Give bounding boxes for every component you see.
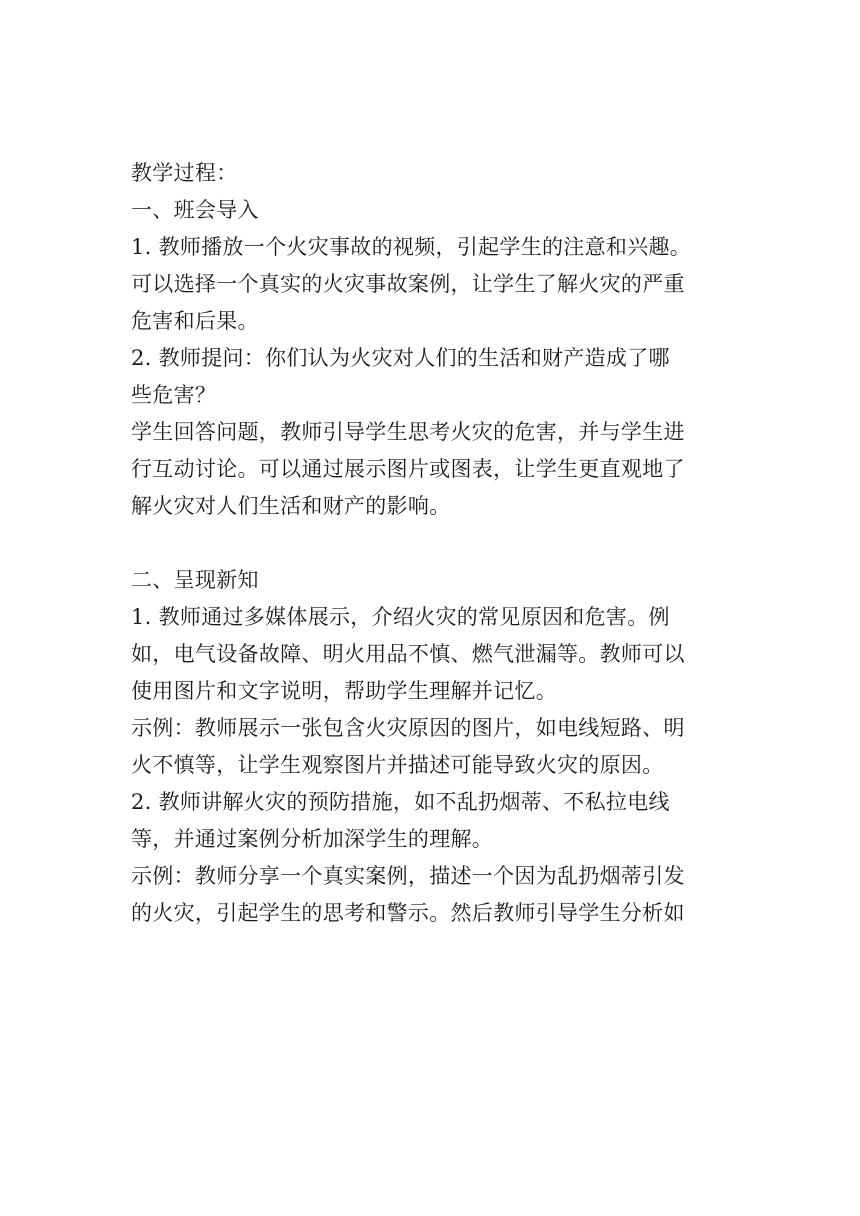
text-line: 2. 教师提问：你们认为火灾对人们的生活和财产造成了哪 <box>131 346 670 370</box>
section-2-item-1 <box>131 599 731 710</box>
text-line: 行互动讨论。可以通过展示图片或图表，让学生更直观地了 <box>131 457 685 481</box>
document-body <box>131 155 731 932</box>
text-line: 如，电气设备故障、明火用品不慎、燃气泄漏等。教师可以 <box>131 642 685 666</box>
section-1-item-1 <box>131 229 731 340</box>
text-line: 危害和后果。 <box>131 309 259 333</box>
text-line: 火不慎等，让学生观察图片并描述可能导致火灾的原因。 <box>131 753 664 777</box>
section-2-item-2 <box>131 784 731 858</box>
text-line: 1. 教师播放一个火灾事故的视频，引起学生的注意和兴趣。 <box>131 235 692 259</box>
text-line: 学生回答问题，教师引导学生思考火灾的危害，并与学生进 <box>131 420 685 444</box>
text-line: 使用图片和文字说明，帮助学生理解并记忆。 <box>131 679 557 703</box>
blank-line <box>131 525 731 562</box>
text-line: 解火灾对人们生活和财产的影响。 <box>131 494 451 518</box>
section-1-title: 一、班会导入 <box>131 198 259 222</box>
section-1-answer <box>131 414 731 525</box>
text-line: 2. 教师讲解火灾的预防措施，如不乱扔烟蒂、不私拉电线 <box>131 790 670 814</box>
text-line: 可以选择一个真实的火灾事故案例，让学生了解火灾的严重 <box>131 272 685 296</box>
text-line: 1. 教师通过多媒体展示，介绍火灾的常见原因和危害。例 <box>131 605 670 629</box>
text-line: 的火灾，引起学生的思考和警示。然后教师引导学生分析如 <box>131 901 685 925</box>
text-line: 些危害？ <box>131 383 217 407</box>
document-heading: 教学过程： <box>131 161 238 185</box>
section-2-title: 二、呈现新知 <box>131 568 259 592</box>
text-line: 等，并通过案例分析加深学生的理解。 <box>131 827 494 851</box>
section-2-example-2 <box>131 858 731 932</box>
section-1-item-2 <box>131 340 731 414</box>
section-2-example-1 <box>131 710 731 784</box>
text-line: 示例：教师分享一个真实案例，描述一个因为乱扔烟蒂引发 <box>131 864 685 888</box>
text-line: 示例：教师展示一张包含火灾原因的图片，如电线短路、明 <box>131 716 685 740</box>
